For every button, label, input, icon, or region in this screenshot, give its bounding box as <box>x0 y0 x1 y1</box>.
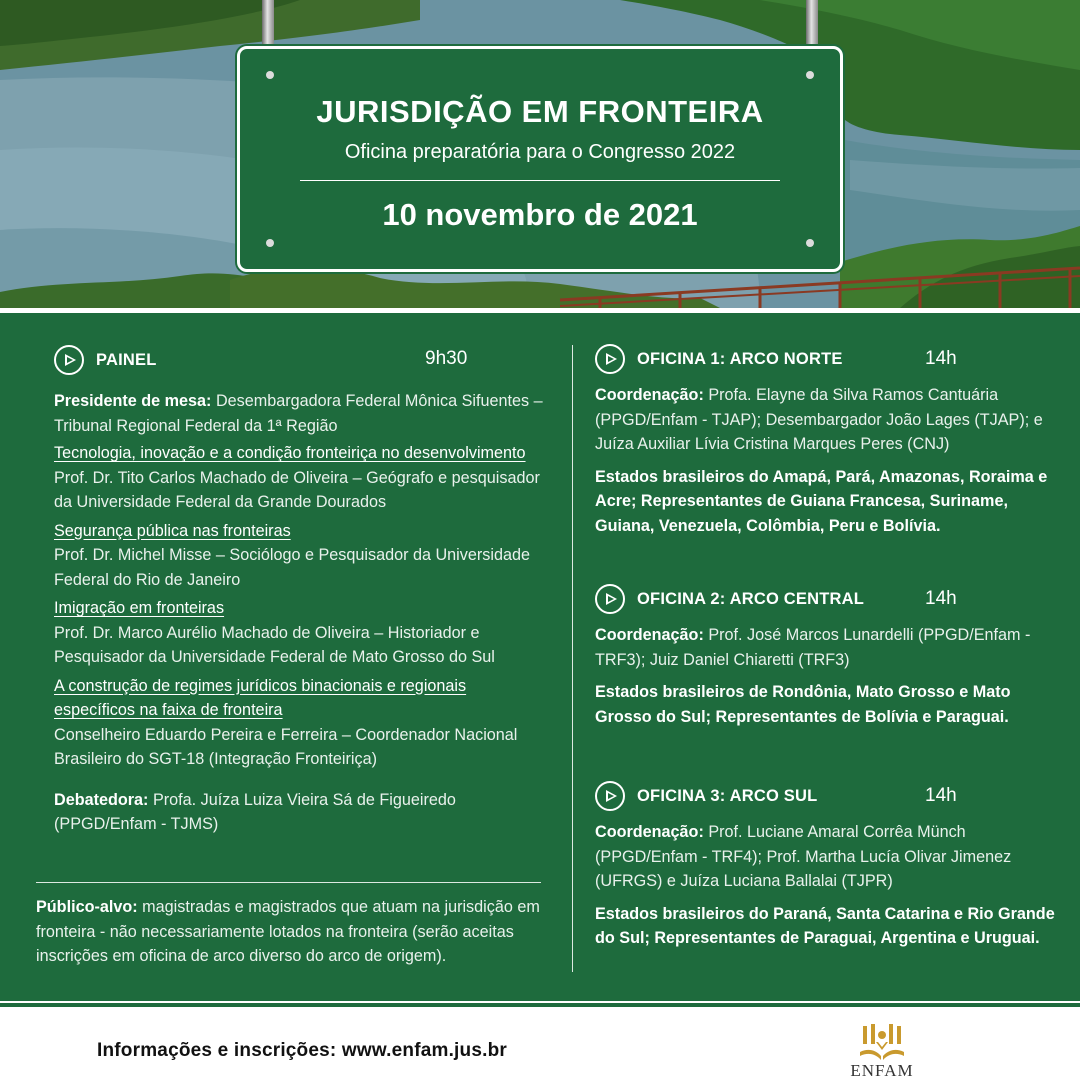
workshop-coordination <box>595 820 1065 894</box>
sign-bolt-icon <box>806 239 814 247</box>
coordination-label: Coordenação: <box>595 823 704 841</box>
debater-label: Debatedora: <box>54 790 149 809</box>
talk-speaker: Prof. Dr. Marco Aurélio Machado de Oliveira – Historiador e Pesquisador da Universidade Federal de Mato Grosso do Sul <box>54 623 495 666</box>
enfam-logo-text: ENFAM <box>850 1061 914 1080</box>
coordination-label: Coordenação: <box>595 386 704 404</box>
header-photo <box>0 0 1080 308</box>
event-date: 10 novembro de 2021 <box>382 197 698 232</box>
panel-debater <box>54 788 544 837</box>
footer-strip <box>0 1003 1080 1007</box>
column-divider <box>572 345 573 972</box>
workshop-header <box>595 779 1065 813</box>
workshop-time: 14h <box>925 348 957 369</box>
sign-bolt-icon <box>806 71 814 79</box>
panel-label: PAINEL <box>96 350 157 369</box>
coordination-text: Prof. José Marcos Lunardelli (PPGD/Enfam - TRF3); Juiz Daniel Chiaretti (TRF3) <box>595 626 1031 669</box>
road-sign <box>237 46 843 272</box>
play-circle-icon <box>54 345 84 375</box>
workshop-states: Estados brasileiros de Rondônia, Mato Grosso e Mato Grosso do Sul; Representantes de Bolívia e Paraguai. <box>595 683 1011 726</box>
workshop-states: Estados brasileiros do Amapá, Pará, Amazonas, Roraima e Acre; Representantes de Guiana Francesa, Suriname, Guiana, Venezuela, Colômbia, Peru e Bolívia. <box>595 467 1048 535</box>
talk-title: Imigração em fronteiras <box>54 599 225 617</box>
audience-label: Público-alvo: <box>36 898 138 916</box>
talk-title: Segurança pública nas fronteiras <box>54 521 291 540</box>
event-subtitle: Oficina preparatória para o Congresso 2022 <box>344 141 736 163</box>
workshop-header <box>595 342 1065 376</box>
sign-post-left <box>262 0 274 50</box>
coordination-label: Coordenação: <box>595 626 704 644</box>
president-label: Presidente de mesa: <box>54 392 212 410</box>
talk-item <box>54 519 544 593</box>
workshop-time: 14h <box>925 785 957 806</box>
talk-speaker: Conselheiro Eduardo Pereira e Ferreira – Coordenador Nacional Brasileiro do SGT-18 (Integração Fronteiriça) <box>54 725 518 768</box>
panel-header <box>54 343 544 377</box>
workshop-label: OFICINA 2: ARCO CENTRAL <box>637 589 865 608</box>
workshop-header <box>595 582 1065 616</box>
sign-post-right <box>806 0 818 50</box>
workshop-label: OFICINA 1: ARCO NORTE <box>637 349 843 368</box>
play-circle-icon <box>595 781 625 811</box>
workshop-label: OFICINA 3: ARCO SUL <box>637 786 818 805</box>
panel-time: 9h30 <box>425 348 468 369</box>
talk-item <box>54 674 544 772</box>
workshop-states: Estados brasileiros do Paraná, Santa Catarina e Rio Grande do Sul; Representantes de Paraguai, Argentina e Uruguai. <box>595 904 1055 947</box>
workshop-time: 14h <box>925 588 957 609</box>
target-audience <box>36 895 546 969</box>
talk-speaker: Prof. Dr. Michel Misse – Sociólogo e Pesquisador da Universidade Federal do Rio de Janeiro <box>54 546 530 589</box>
audience-divider <box>36 882 541 883</box>
sign-bolt-icon <box>266 71 274 79</box>
debater-text: Profa. Juíza Luiza Vieira Sá de Figueiredo (PPGD/Enfam - TJMS) <box>54 790 456 833</box>
panel-column <box>54 332 544 837</box>
coordination-text: Prof. Luciane Amaral Corrêa Münch (PPGD/Enfam - TRF4); Prof. Martha Lucía Olivar Jimenez (UFRGS) e Juíza Luciana Ballalai (TJPR) <box>595 823 1012 890</box>
talk-item <box>54 596 544 670</box>
talk-item <box>54 441 544 515</box>
workshop-coordination <box>595 623 1065 672</box>
workshop-1 <box>595 342 1065 538</box>
workshop-2 <box>595 582 1065 729</box>
talk-speaker: Prof. Dr. Tito Carlos Machado de Oliveira – Geógrafo e pesquisador da Universidade Federal da Grande Dourados <box>54 468 540 511</box>
info-registration[interactable]: Informações e inscrições: www.enfam.jus.br <box>97 1040 507 1061</box>
play-circle-icon <box>595 344 625 374</box>
audience-text: magistradas e magistrados que atuam na jurisdição em fronteira - não necessariamente lotados na fronteira (serão aceitas inscrições em oficina de arco diverso do arco de origem). <box>36 898 540 965</box>
sign-bolt-icon <box>266 239 274 247</box>
coordination-text: Profa. Elayne da Silva Ramos Cantuária (PPGD/Enfam - TJAP); Desembargador João Lages (TJAP); e Juíza Auxiliar Lívia Cristina Marques Peres (CNJ) <box>595 386 1043 453</box>
play-circle-icon <box>595 584 625 614</box>
workshop-coordination <box>595 383 1065 457</box>
event-title: JURISDIÇÃO EM FRONTEIRA <box>316 94 764 129</box>
talk-title: A construção de regimes jurídicos binacionais e regionais específicos na faixa de fronteira <box>54 676 467 719</box>
panel-president <box>54 389 544 438</box>
sign-divider <box>300 180 780 181</box>
president-text: Desembargadora Federal Mônica Sifuentes – Tribunal Regional Federal da 1ª Região <box>54 392 543 435</box>
talk-title: Tecnologia, inovação e a condição fronteiriça no desenvolvimento <box>54 444 526 462</box>
workshop-3 <box>595 779 1065 951</box>
